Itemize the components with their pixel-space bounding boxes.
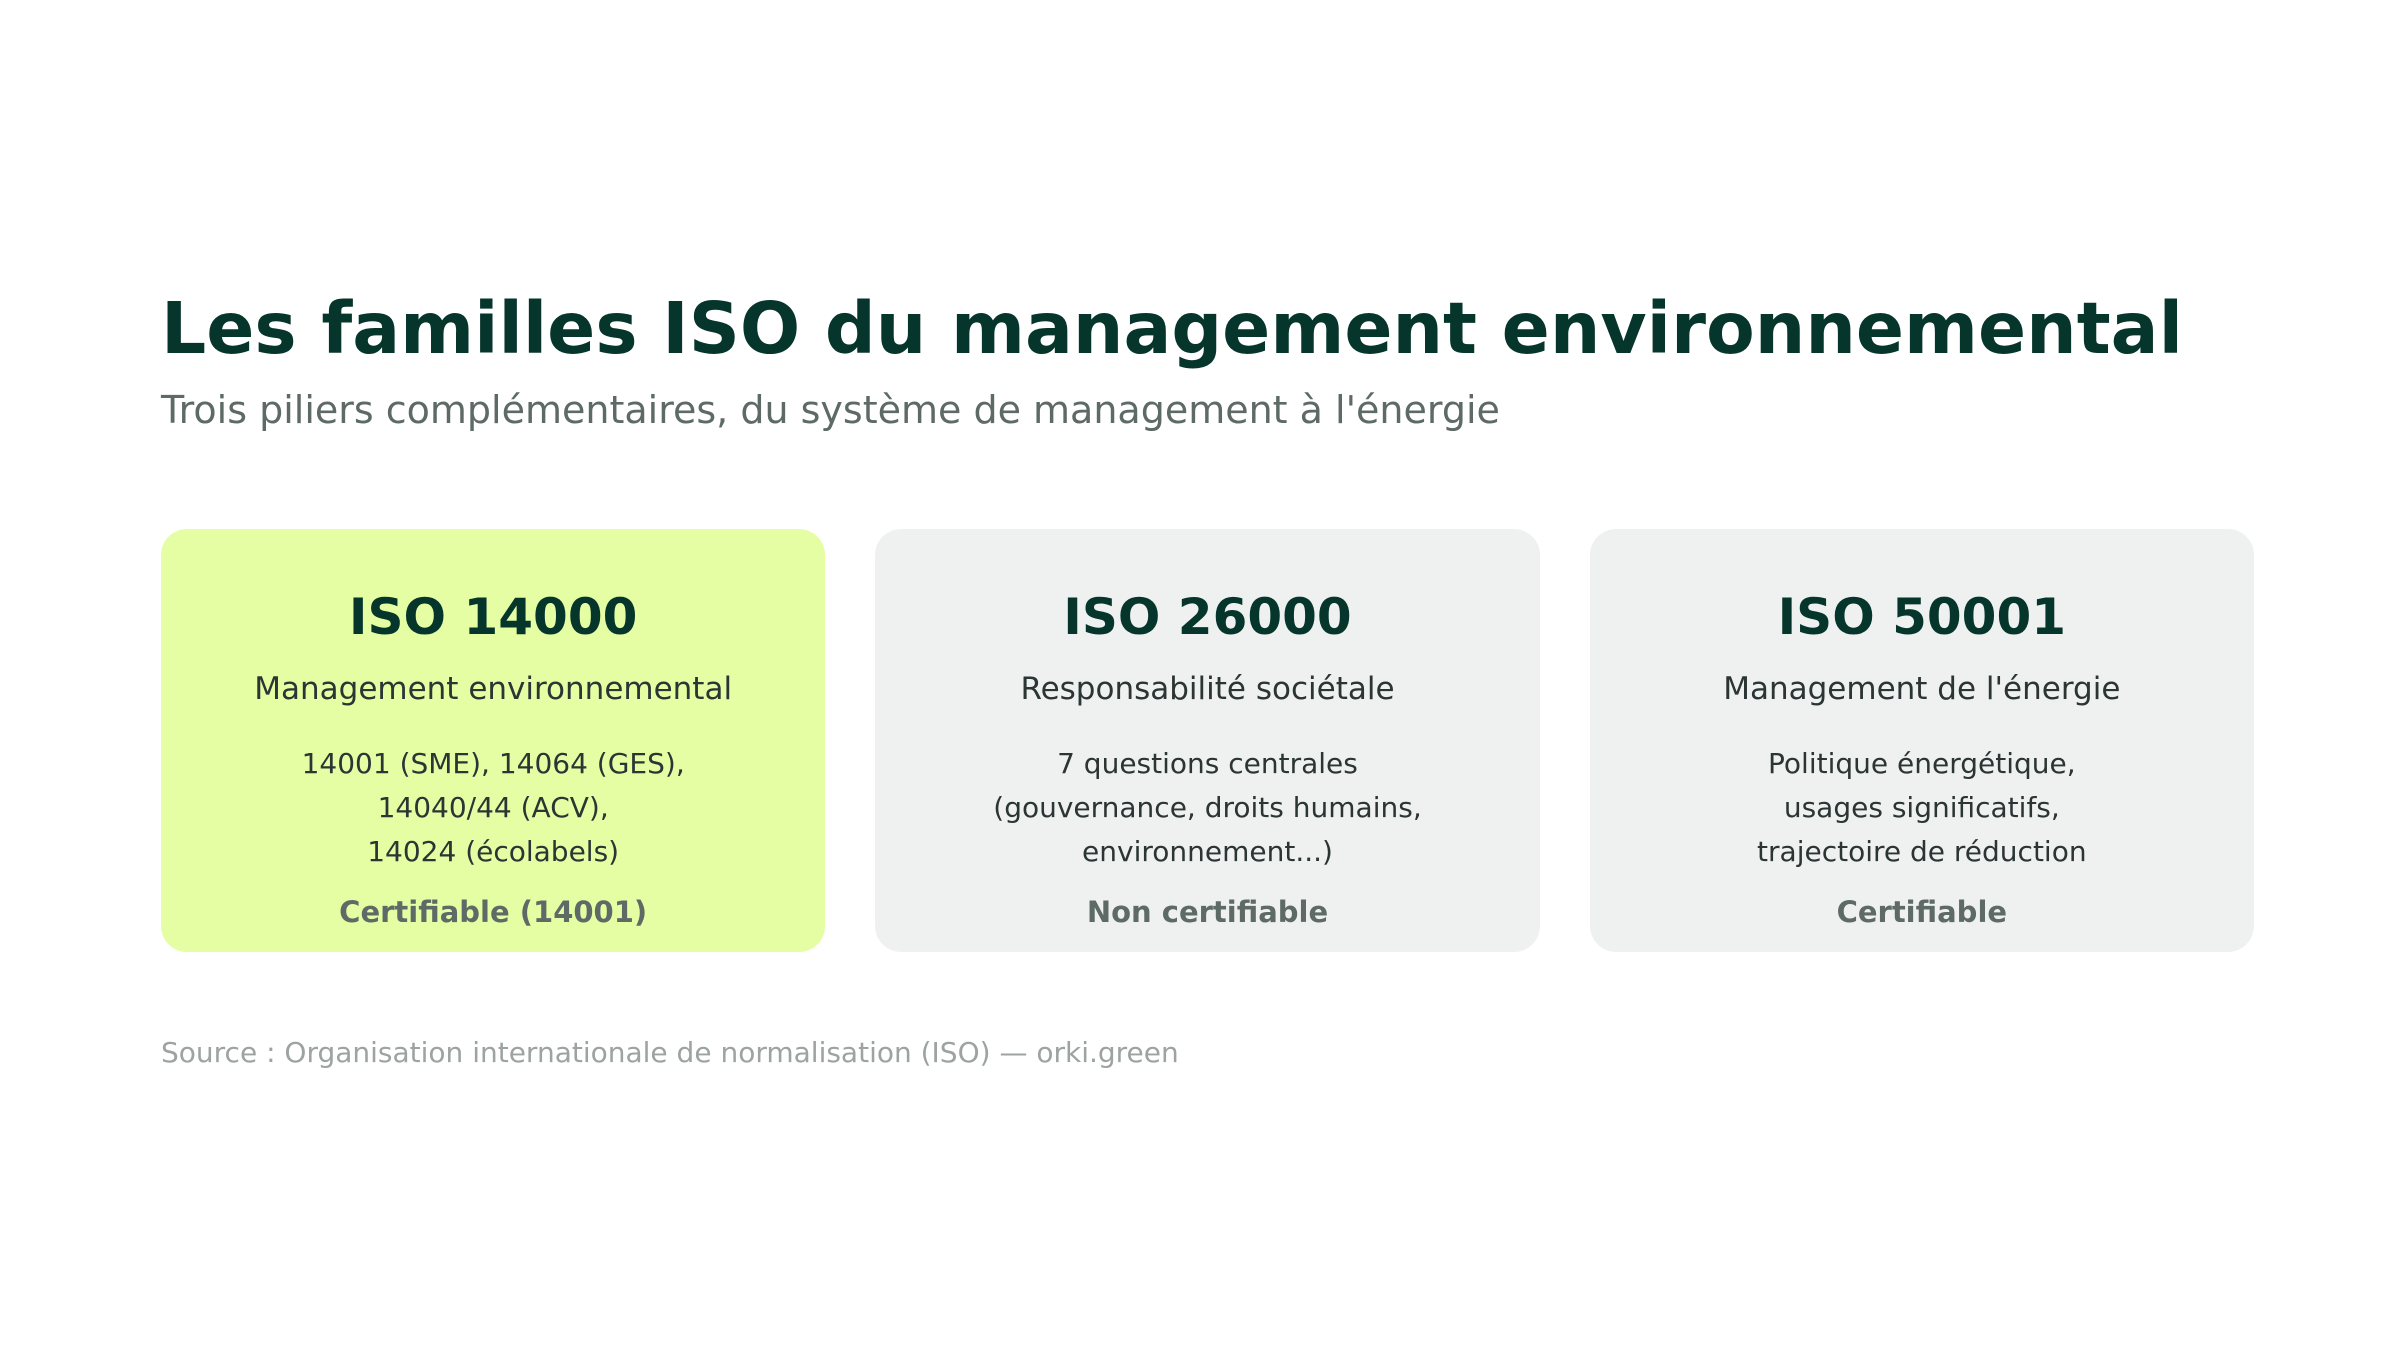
card-details <box>161 742 825 874</box>
card-iso-26000 <box>875 529 1539 952</box>
card-title: ISO 14000 <box>348 588 638 646</box>
card-detail-line: 7 questions centrales <box>1057 747 1358 781</box>
card-detail-line: 14024 (écolabels) <box>367 835 620 869</box>
card-subtitle: Management de l'énergie <box>1723 671 2121 707</box>
page-subtitle: Trois piliers complémentaires, du système de management à l'énergie <box>161 388 1500 432</box>
page-title: Les familles ISO du management environnemental <box>161 287 2183 370</box>
card-detail-line: 14040/44 (ACV), <box>377 791 609 825</box>
card-details <box>875 742 1539 874</box>
card-detail-line: trajectoire de réduction <box>1757 835 2087 869</box>
card-details <box>1590 742 2254 874</box>
card-iso-50001 <box>1590 529 2254 952</box>
card-status: Certifiable (14001) <box>339 895 648 929</box>
card-subtitle: Management environnemental <box>254 671 733 707</box>
card-title: ISO 50001 <box>1777 588 2067 646</box>
card-detail-line: usages significatifs, <box>1783 791 2060 825</box>
card-iso-14000 <box>161 529 825 952</box>
card-title: ISO 26000 <box>1063 588 1352 646</box>
card-status: Non certifiable <box>1086 895 1329 929</box>
card-detail-line: 14001 (SME), 14064 (GES), <box>301 747 685 781</box>
card-detail-line: (gouvernance, droits humains, <box>993 791 1422 825</box>
card-status: Certifiable <box>1836 895 2008 929</box>
card-detail-line: Politique énergétique, <box>1768 747 2076 781</box>
card-subtitle: Responsabilité sociétale <box>1020 671 1395 707</box>
source-note: Source : Organisation internationale de normalisation (ISO) — orki.green <box>161 1036 1179 1069</box>
iso-cards <box>161 529 2254 952</box>
card-detail-line: environnement...) <box>1082 835 1333 869</box>
